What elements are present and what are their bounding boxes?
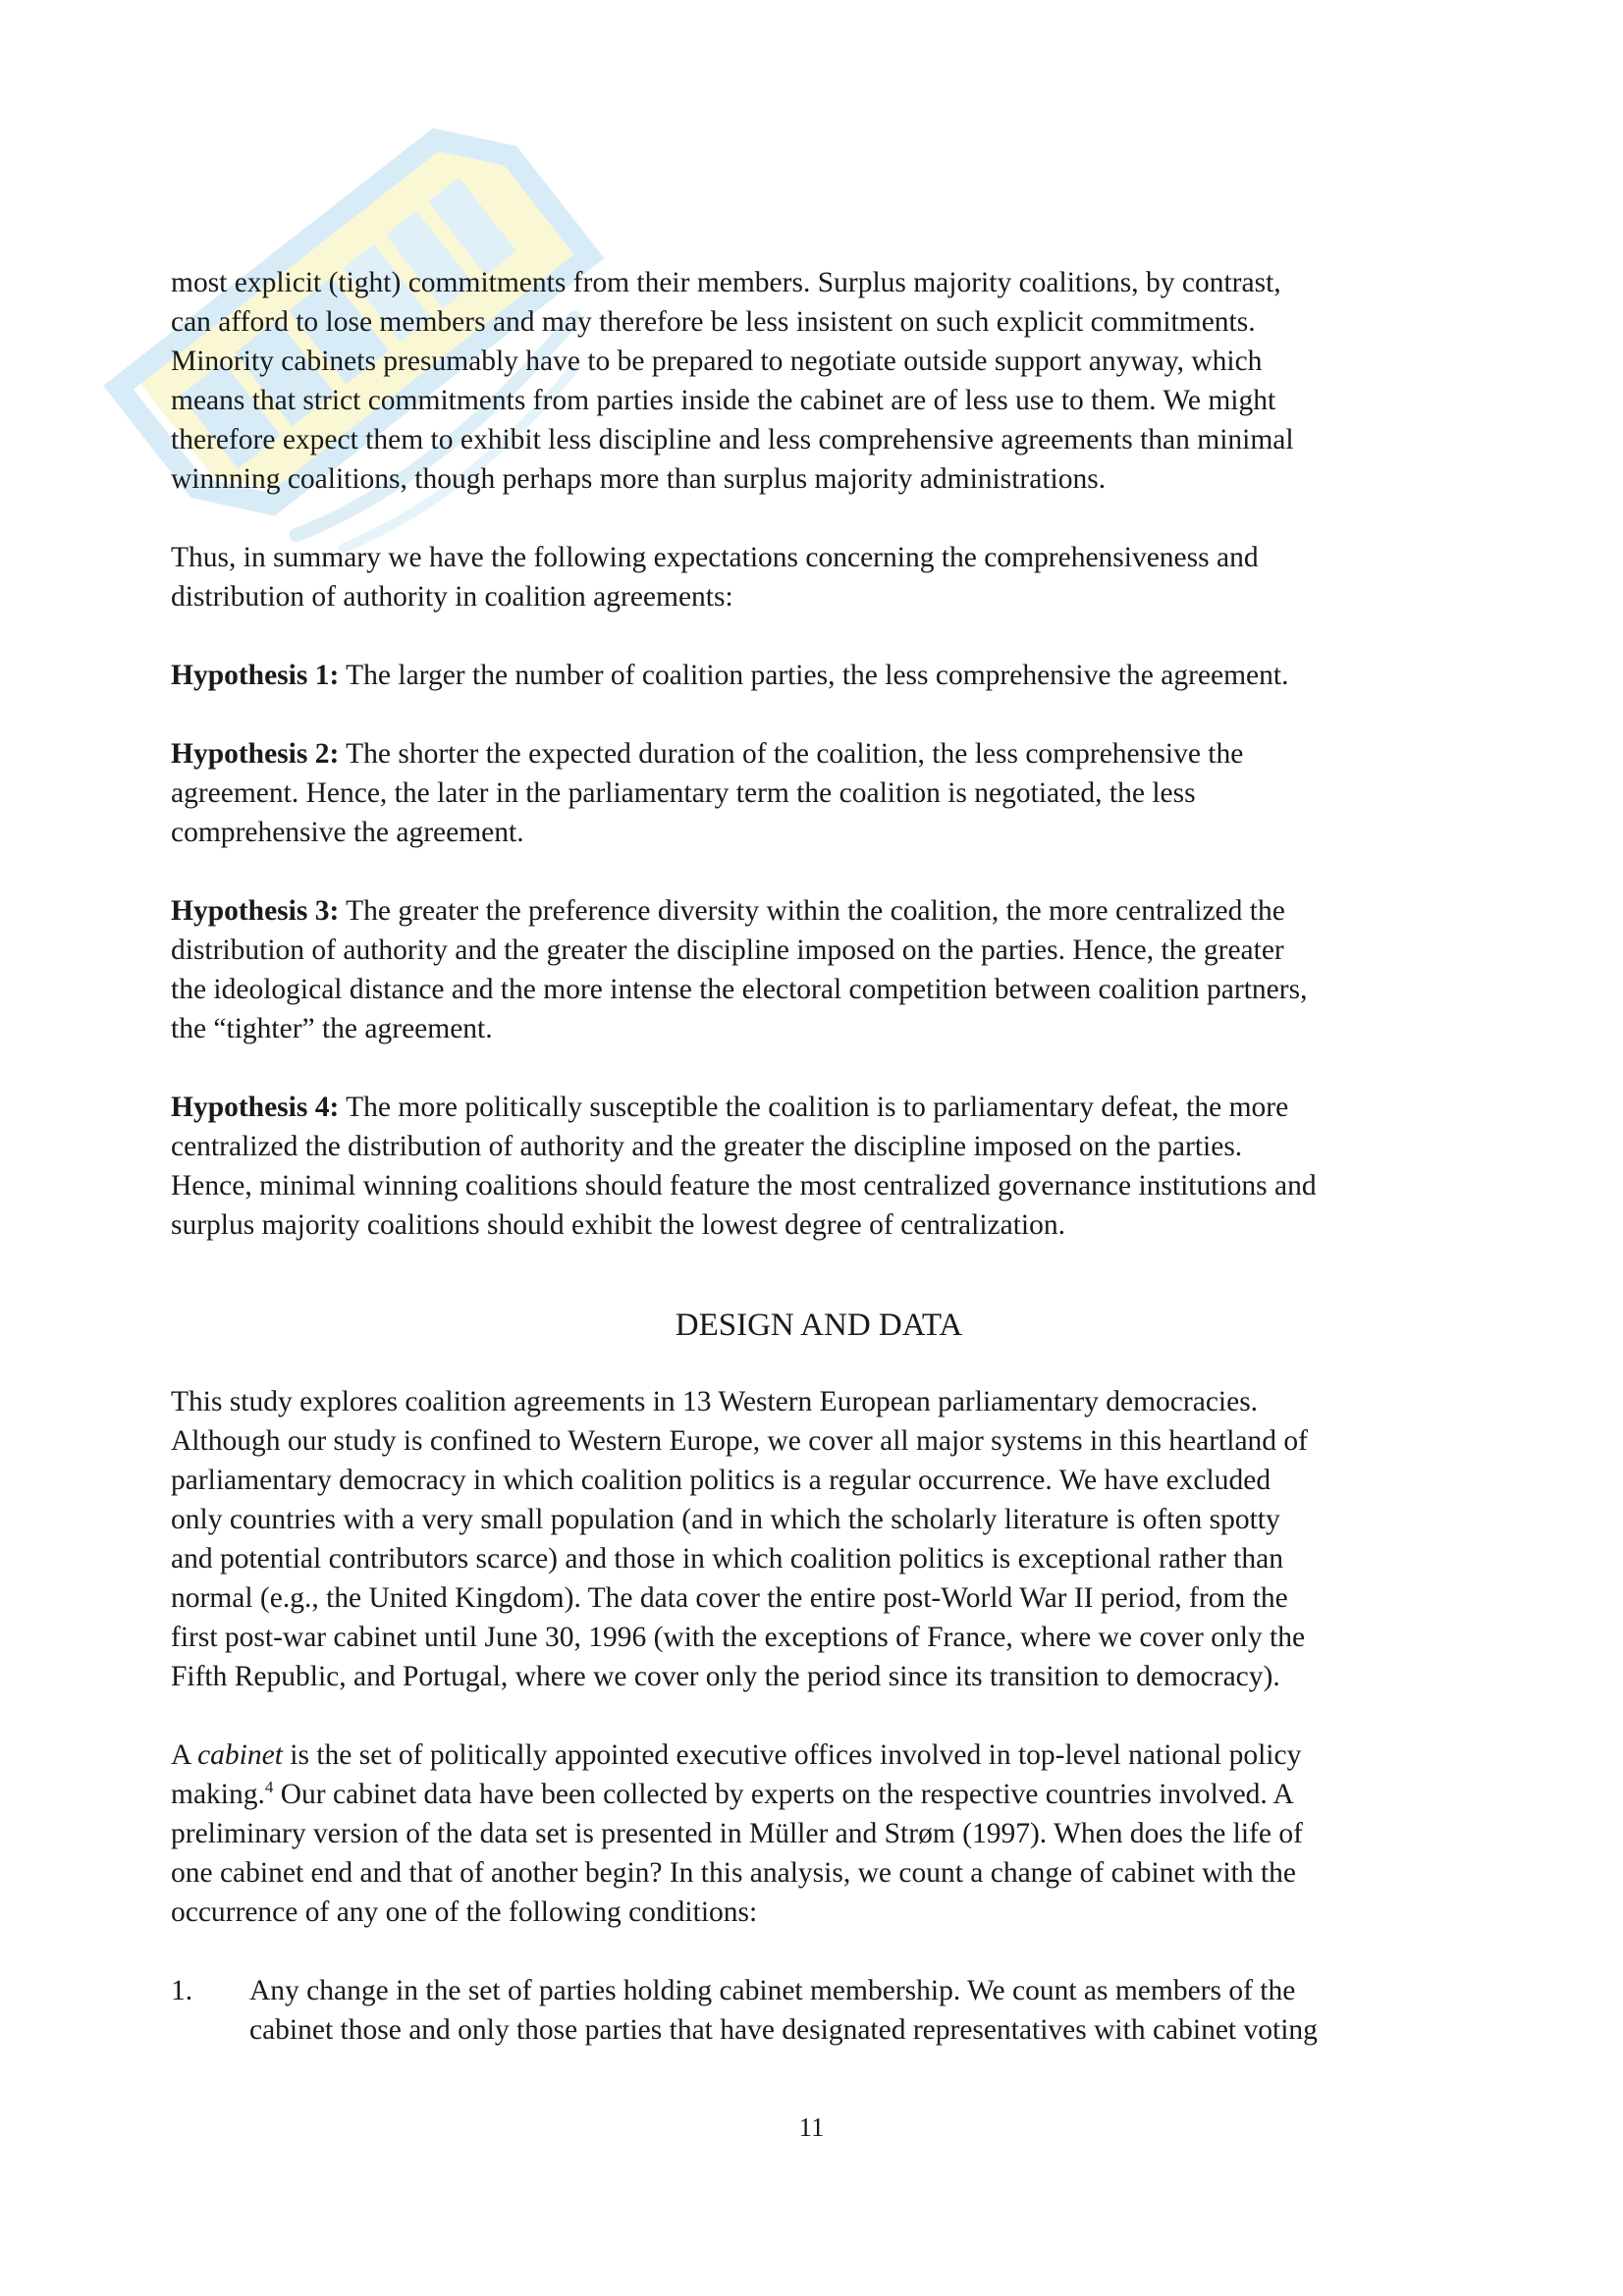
hypothesis-1-label: Hypothesis 1: xyxy=(171,660,340,691)
footnote-reference: 4 xyxy=(264,1778,274,1797)
hypothesis-4 xyxy=(171,1088,1467,1245)
hypothesis-4-label: Hypothesis 4: xyxy=(171,1092,340,1123)
hypothesis-4-text: The more politically susceptible the coalition is to parliamentary defeat, the more centralized the distribution of authority and the greater the discipline imposed on the parties. Hence, minimal winning coalitions should feature the most centralized governance institutions and surplus majority coalitions should exhibit the lowest degree of centralization. xyxy=(171,1092,1317,1241)
summary-paragraph: Thus, in summary we have the following expectations concerning the comprehensiveness and distribution of authority in coalition agreements: xyxy=(171,542,1259,613)
page-body xyxy=(171,263,1467,2050)
cabinet-paragraph xyxy=(171,1735,1467,1932)
cabinet-prefix: A xyxy=(171,1739,198,1771)
list-item xyxy=(171,1971,1467,2050)
cabinet-definition: is the set of politically appointed executive offices involved in top-level national policy making. xyxy=(171,1739,1302,1810)
hypothesis-3-text: The greater the preference diversity within the coalition, the more centralized the distribution of authority and the greater the discipline imposed on the parties. Hence, the greater the ideological distance and the more intense the electoral competition between coalition partners, the “tighter” the agreement. xyxy=(171,895,1308,1044)
intro-paragraph: most explicit (tight) commitments from their members. Surplus majority coalitions, by contrast, can afford to lose members and may therefore be less insistent on such explicit commitments. Minority cabinets presumably have to be prepared to negotiate outside support anyway, which means that strict commitments from parties inside the cabinet are of less use to them. We might therefore expect them to exhibit less discipline and less comprehensive agreements than minimal winnning coalitions, though perhaps more than surplus majority administrations. xyxy=(171,267,1294,495)
watermark-letter-block-6 xyxy=(428,178,516,275)
hypothesis-3 xyxy=(171,891,1467,1048)
hypothesis-1 xyxy=(171,656,1467,695)
hypothesis-1-text: The larger the number of coalition parties, the less comprehensive the agreement. xyxy=(339,660,1289,691)
hypothesis-2-label: Hypothesis 2: xyxy=(171,738,340,770)
list-item-number: 1. xyxy=(171,1975,193,2006)
hypothesis-2 xyxy=(171,734,1467,852)
cabinet-term: cabinet xyxy=(197,1739,283,1771)
cabinet-rest: Our cabinet data have been collected by experts on the respective countries involved. A preliminary version of the data set is presented in Müller and Strøm (1997). When does the life of one cabinet end and that of another begin? In this analysis, we count a change of cabinet with the occurrence of any one of the following conditions: xyxy=(171,1779,1303,1928)
section-heading: DESIGN AND DATA xyxy=(675,1308,963,1343)
hypothesis-3-label: Hypothesis 3: xyxy=(171,895,340,927)
hypothesis-2-text: The shorter the expected duration of the coalition, the less comprehensive the agreement. Hence, the later in the parliamentary term the coalition is negotiated, the less comprehensive the agreement. xyxy=(171,738,1244,848)
page-number: 11 xyxy=(798,2112,825,2142)
study-paragraph: This study explores coalition agreements in 13 Western European parliamentary democracies. Although our study is confined to Western Europe, we cover all major systems in this heartland of parliamentary democracy in which coalition politics is a regular occurrence. We have excluded only countries with a very small population (and in which the scholarly literature is often spotty and potential contributors scarce) and those in which coalition politics is exceptional rather than normal (e.g., the United Kingdom). The data cover the entire post-World War II period, from the first post-war cabinet until June 30, 1996 (with the exceptions of France, where we cover only the Fifth Republic, and Portugal, where we cover only the period since its transition to democracy). xyxy=(171,1386,1308,1692)
list-item-text: Any change in the set of parties holding cabinet membership. We count as members of the cabinet those and only those parties that have designated representatives with cabinet voting xyxy=(249,1975,1318,2046)
